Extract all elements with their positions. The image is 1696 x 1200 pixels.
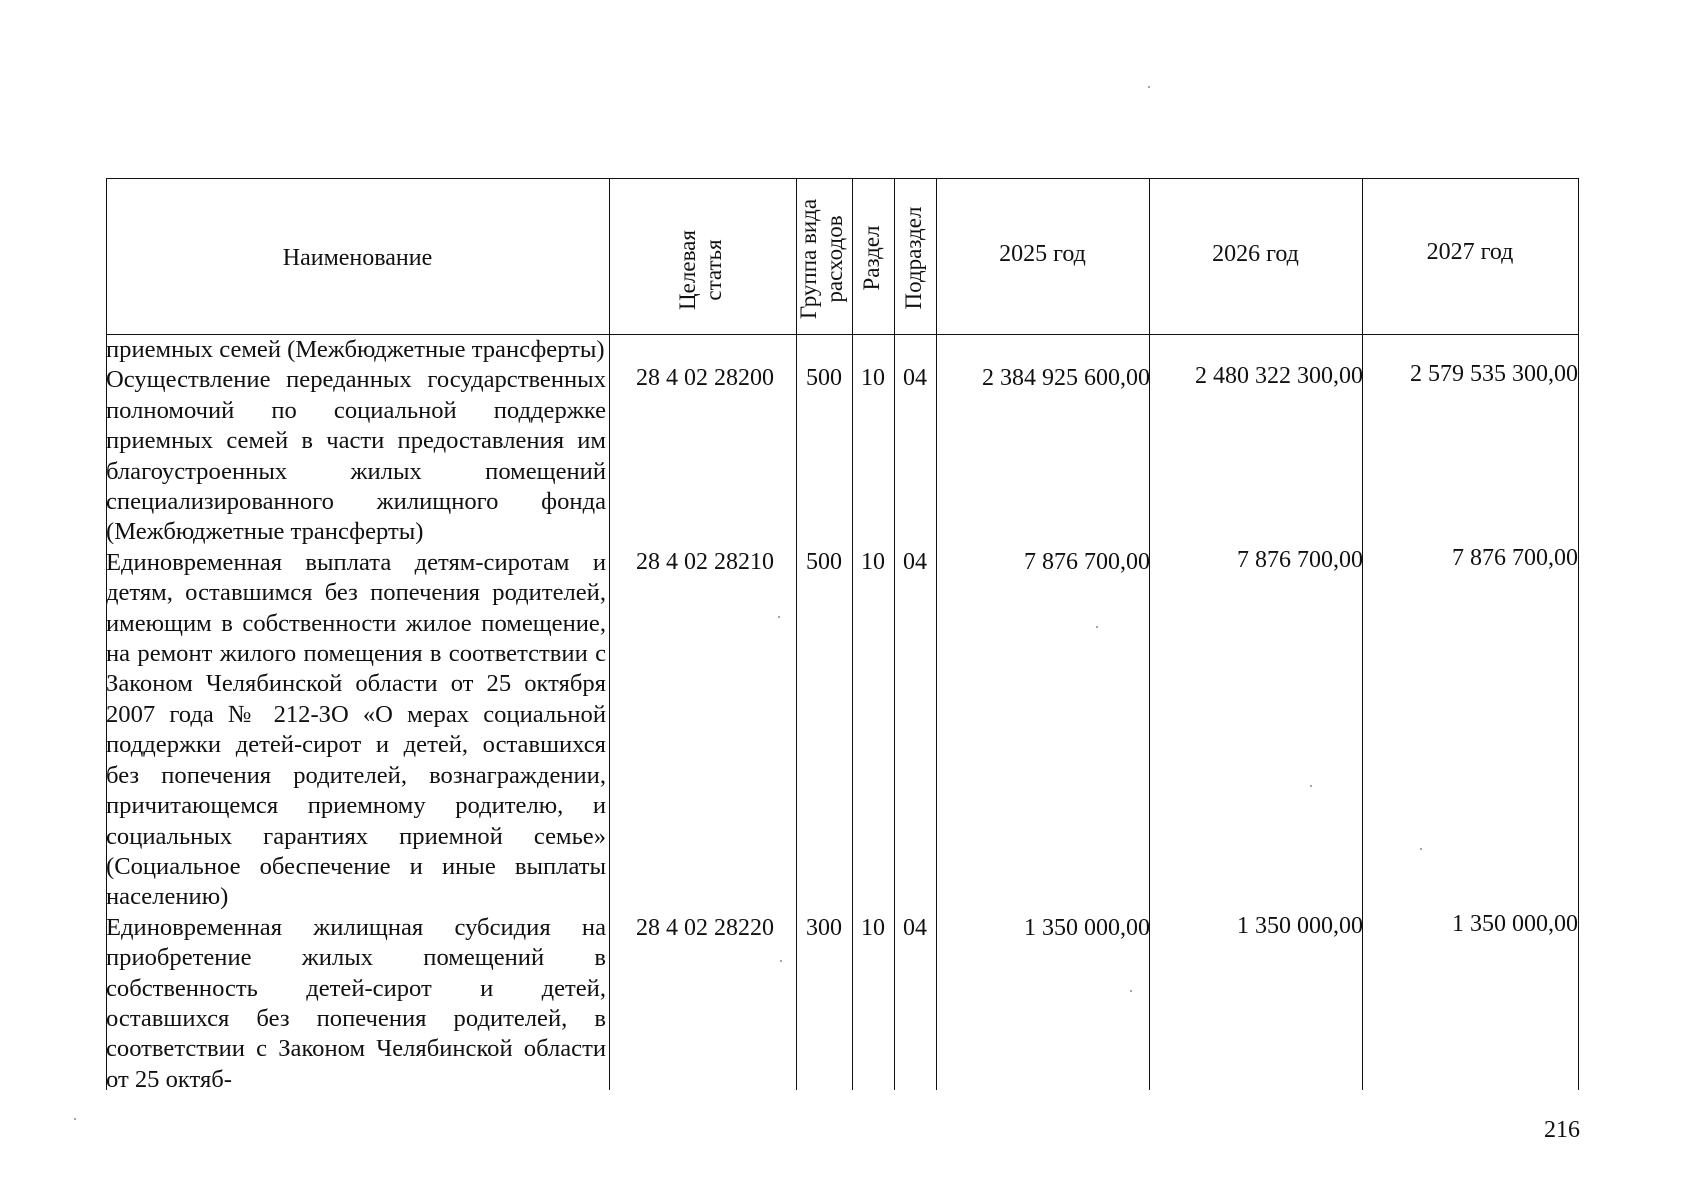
scan-speck — [1130, 990, 1132, 992]
col-divider-2025 — [1149, 178, 1150, 1090]
header-year-2025: 2025 год — [999, 241, 1086, 267]
header-name: Наименование — [282, 245, 433, 271]
row3-section: 10 — [861, 915, 885, 941]
row3-subsection: 04 — [903, 915, 927, 941]
row1-2025: 2 384 925 600,00 — [982, 365, 1150, 391]
name-column-text — [106, 335, 606, 1095]
header-subsection: Подраздел — [901, 206, 926, 310]
scan-speck — [1096, 626, 1098, 628]
scan-speck — [74, 1118, 76, 1120]
row3-code: 28 4 02 28220 — [636, 915, 774, 941]
row1-group: 500 — [806, 365, 842, 391]
row3-group: 300 — [806, 915, 842, 941]
header-group-line1: Группа вида — [796, 198, 821, 320]
col-divider-group — [852, 178, 853, 1090]
scan-speck — [1148, 86, 1150, 88]
row1-section: 10 — [861, 365, 885, 391]
row3-2026: 1 350 000,00 — [1237, 913, 1363, 939]
row2-2027: 7 876 700,00 — [1452, 545, 1578, 571]
header-section: Раздел — [859, 225, 884, 291]
name-paragraph-2: Осуществление переданных государственных полномочий по социальной поддержке приемных семей в части предоставления им благоустроенных жилых помещений специализированного жилищного фонда (Межбюджетные трансферты) — [106, 366, 606, 546]
col-divider-section — [894, 178, 895, 1090]
name-paragraph-4: Единовременная жилищная субсидия на приобретение жилых помещений в собственность детей-сирот и детей, оставшихся без попечения родителей, в соответствии с Законом Челябинской области от 25 октяб- — [106, 913, 606, 1093]
page-number: 216 — [1544, 1117, 1580, 1143]
row2-2026: 7 876 700,00 — [1237, 547, 1363, 573]
header-target-article — [675, 210, 731, 330]
header-target-line2: статья — [701, 239, 726, 301]
header-expense-group — [796, 189, 852, 329]
row2-section: 10 — [861, 549, 885, 575]
scan-speck — [780, 960, 782, 962]
scan-speck — [778, 616, 780, 618]
header-year-2026: 2026 год — [1212, 241, 1299, 267]
row1-2026: 2 480 322 300,00 — [1195, 363, 1363, 389]
name-paragraph-3: Единовременная выплата детям-сиротам и детям, оставшимся без попечения родителей, имеющим в собственности жилое помещение, на ремонт жилого помещения в соответствии с Законом Челябинской области от 25 октября 2007 года № 212-ЗО «О мерах социальной поддержки детей-сирот и детей, оставшихся без попечения родителей, вознаграждении, причитающемся приемному родителю, и социальных гарантиях приемной семье» (Социальное обеспечение и иные выплаты населению) — [106, 548, 606, 911]
row3-2025: 1 350 000,00 — [1024, 915, 1150, 941]
row2-group: 500 — [806, 549, 842, 575]
col-divider-2026 — [1362, 178, 1363, 1090]
row2-2025: 7 876 700,00 — [1024, 549, 1150, 575]
row2-subsection: 04 — [903, 549, 927, 575]
row1-2027: 2 579 535 300,00 — [1410, 361, 1578, 387]
row1-code: 28 4 02 28200 — [636, 365, 774, 391]
name-paragraph-1: приемных семей (Межбюджетные трансферты) — [106, 336, 605, 363]
header-target-line1: Целевая — [675, 230, 700, 310]
col-divider-name — [609, 178, 610, 1090]
row2-code: 28 4 02 28210 — [636, 549, 774, 575]
row1-subsection: 04 — [903, 365, 927, 391]
header-group-line2: расходов — [822, 215, 847, 303]
scan-speck — [1310, 785, 1312, 787]
row3-2027: 1 350 000,00 — [1452, 911, 1578, 937]
col-divider-subsection — [936, 178, 937, 1090]
scan-speck — [1420, 848, 1422, 850]
header-year-2027: 2027 год — [1426, 239, 1514, 265]
